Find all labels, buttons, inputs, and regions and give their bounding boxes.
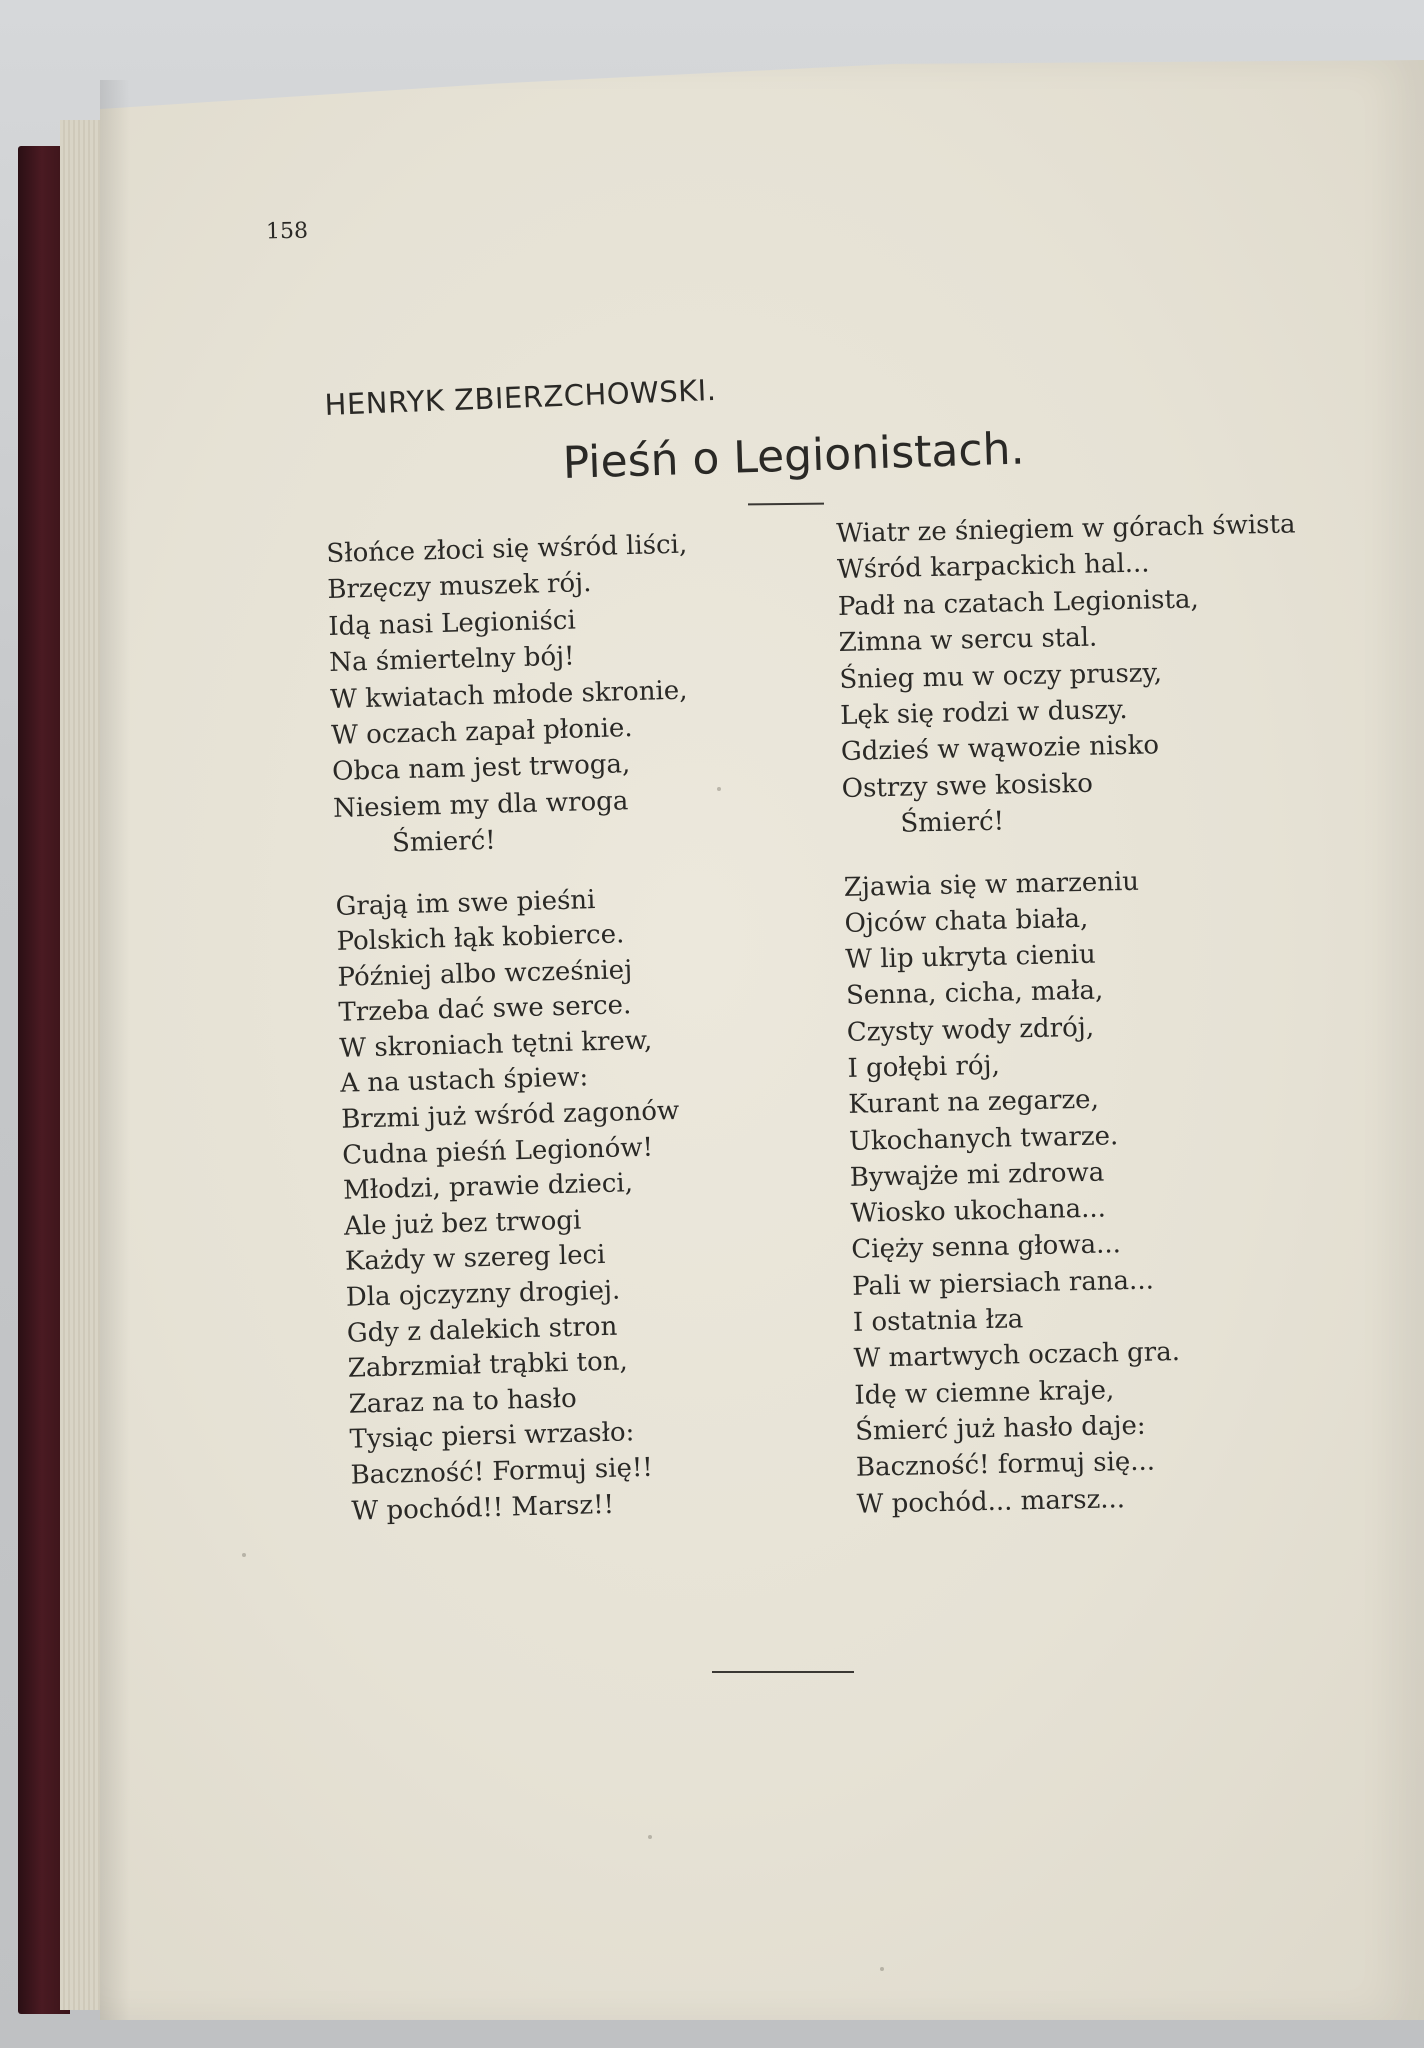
verse-line: Tysiąc piersi wrzasło: [349,1417,635,1456]
verse-line: Zabrzmiał trąbki ton, [347,1346,629,1384]
verse-line: Brzęczy muszek rój. [327,568,592,606]
verse-line: Idę w ciemne kraje, [854,1375,1115,1411]
verse-line: Cięży senna głowa... [851,1229,1122,1266]
verse-line: Cudna pieśń Legionów! [341,1132,654,1171]
verse-line: Gdy z dalekich stron [346,1311,618,1349]
verse-line: Kurant na zegarze, [848,1084,1100,1121]
left-column [326,527,713,1530]
verse-line: Zaraz na to hasło [348,1383,578,1420]
stanza-left-1 [326,527,695,864]
paper-speck [880,1967,884,1971]
verse-line: W skroniach tętni krew, [339,1025,653,1064]
paper-speck [648,1835,652,1839]
verse-line: W kwiatach młode skronie, [329,675,688,715]
verse-line: W pochód!! Marsz!! [351,1489,615,1527]
poem-title: Pieśń o Legionistach. [562,423,1026,489]
verse-line: Dla ojczyzny drogiej. [345,1275,621,1313]
verse-line: Polskich łąk kobierce. [336,919,625,957]
verse-line: Lęk się rodzi w duszy. [839,694,1128,731]
verse-line: W lip ukryta cieniu [844,939,1096,976]
end-rule [712,1671,854,1673]
verse-line: Bywajże mi zdrowa [849,1157,1105,1193]
stanza-right-2 [843,860,1316,1523]
verse-line-refrain: Śmierć! [391,825,497,859]
verse-line: Niesiem my dla wroga [332,785,629,824]
stanza-left-2 [335,880,712,1530]
verse-line: Wśród karpackich hal... [836,548,1150,586]
verse-line: Trzeba dać swe serce. [338,990,632,1029]
verse-line: Zjawia się w marzeniu [843,866,1140,903]
verse-line: Każdy w szereg leci [344,1240,606,1278]
verse-line: Ostrzy swe kosisko [841,768,1094,804]
verse-line: Brzmi już wśród zagonów [340,1096,680,1135]
verse-line: Czysty wody zdrój, [846,1012,1095,1048]
verse-line: Młodzi, prawie dzieci, [342,1168,634,1207]
verse-line: W oczach zapał płonie. [330,712,633,751]
verse-line: A na ustach śpiew: [339,1062,589,1100]
verse-line: Wiosko ukochana... [850,1193,1107,1230]
verse-line-refrain: Śmierć! [900,806,1005,839]
verse-line: Później albo wcześniej [337,954,633,993]
verse-line: Ojców chata biała, [844,903,1089,939]
verse-line: I ostatnia łza [852,1304,1024,1338]
right-column [836,506,1316,1522]
verse-line: Padł na czatach Legionista, [837,584,1199,622]
verse-line: Śnieg mu w oczy pruszy, [839,657,1163,695]
verse-line: Ukochanych twarze. [848,1120,1119,1157]
verse-line: Baczność! Formuj się!! [350,1452,654,1491]
verse-line: Ale już bez trwogi [343,1205,582,1242]
verse-line: Grają im swe pieśni [335,884,596,922]
verse-line: Na śmiertelny bój! [328,641,575,679]
verse-line: Gdzieś w wąwozie nisko [840,730,1160,768]
poem-author: HENRYK ZBIERZCHOWSKI. [324,372,718,422]
verse-line: Wiatr ze śniegiem w górach śwista [836,509,1296,549]
paper-speck [717,787,721,791]
verse-line: W martwych oczach gra. [853,1337,1181,1375]
verse-line: I gołębi rój, [847,1050,1001,1084]
gutter-shadow [100,80,130,2020]
stanza-right-1 [836,506,1302,843]
verse-line: W pochód... marsz... [856,1483,1126,1520]
verse-line: Słońce złoci się wśród liści, [326,529,688,569]
page-number: 158 [265,218,309,245]
verse-line: Śmierć już hasło daje: [854,1410,1146,1447]
verse-line: Baczność! formuj się... [855,1446,1156,1484]
verse-line: Zimna w sercu stal. [838,622,1098,659]
verse-line: Senna, cicha, mała, [845,975,1104,1012]
verse-line: Pali w piersiach rana... [851,1265,1155,1302]
verse-line: Obca nam jest trwoga, [331,749,631,788]
paper-speck [242,1553,246,1557]
verse-line: Idą nasi Legioniści [327,605,577,642]
